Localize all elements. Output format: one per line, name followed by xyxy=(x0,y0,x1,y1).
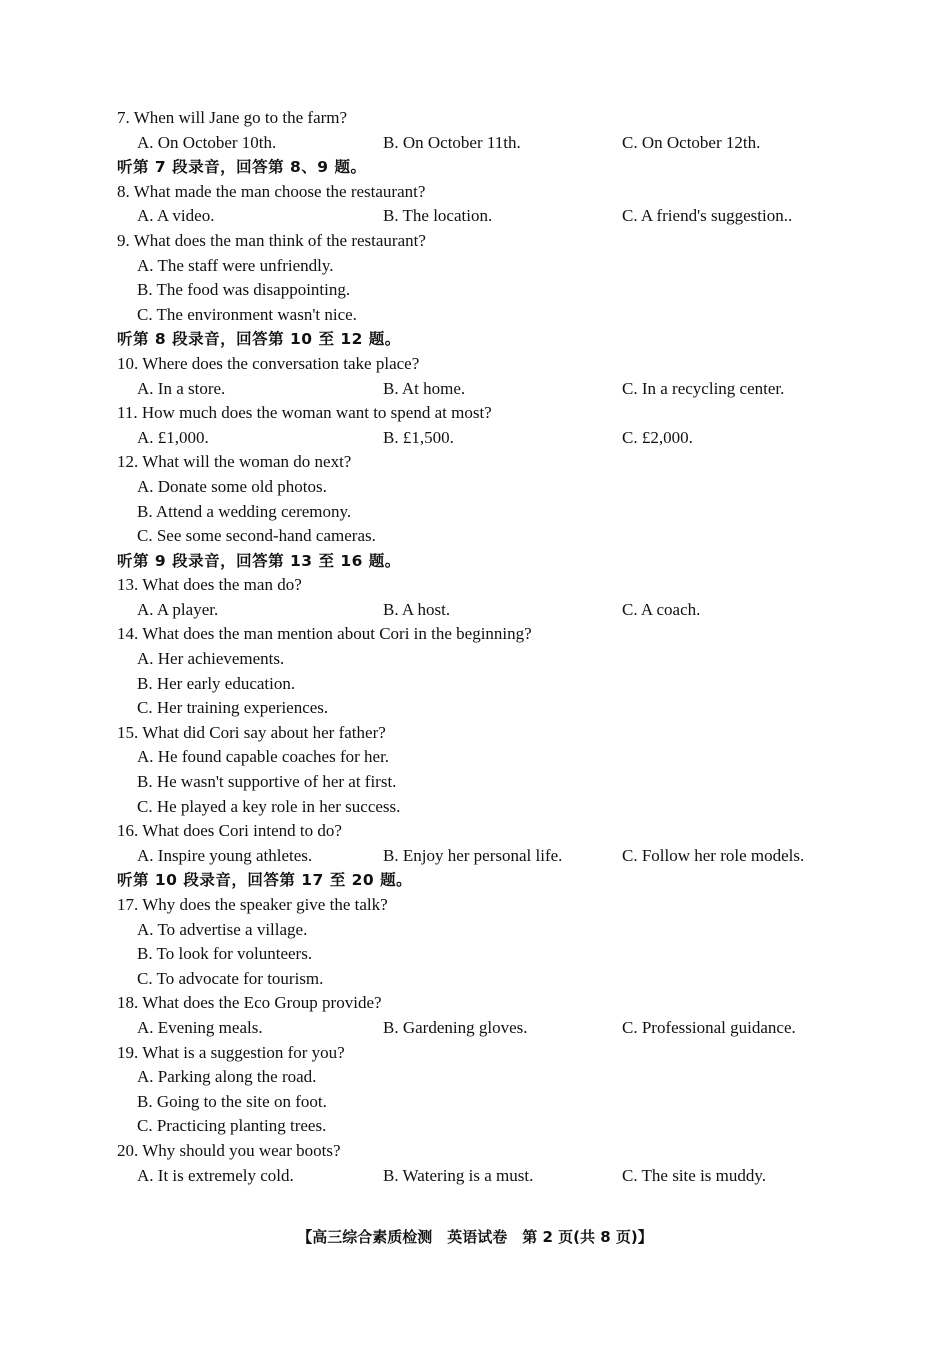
option-10b: B. At home. xyxy=(383,378,466,398)
question-13: 13. What does the man do? xyxy=(117,575,302,595)
option-13b: B. A host. xyxy=(383,599,451,619)
option-7b: B. On October 11th. xyxy=(383,132,521,152)
option-11c: C. £2,000. xyxy=(622,427,693,447)
option-17c: C. To advocate for tourism. xyxy=(137,968,324,988)
options-10 xyxy=(117,377,877,402)
options-16 xyxy=(117,844,877,869)
option-11b: B. £1,500. xyxy=(383,427,454,447)
section-heading-8: 听第 8 段录音，回答第 10 至 12 题。 xyxy=(117,330,401,349)
option-13a: A. A player. xyxy=(137,599,219,619)
question-18: 18. What does the Eco Group provide? xyxy=(117,993,382,1013)
option-12b: B. Attend a wedding ceremony. xyxy=(137,501,352,521)
question-9: 9. What does the man think of the restaurant? xyxy=(117,230,426,250)
section-heading-10: 听第 10 段录音，回答第 17 至 20 题。 xyxy=(117,871,413,890)
question-15: 15. What did Cori say about her father? xyxy=(117,722,386,742)
option-19b: B. Going to the site on foot. xyxy=(137,1091,327,1111)
option-15a: A. He found capable coaches for her. xyxy=(137,747,390,767)
section-heading-9: 听第 9 段录音，回答第 13 至 16 题。 xyxy=(117,551,401,570)
options-20 xyxy=(117,1164,877,1189)
option-15b: B. He wasn't supportive of her at first. xyxy=(137,772,397,792)
option-12a: A. Donate some old photos. xyxy=(137,476,327,496)
option-14b: B. Her early education. xyxy=(137,673,296,693)
options-18 xyxy=(117,1016,877,1041)
option-8c: C. A friend's suggestion.. xyxy=(622,206,793,226)
question-19: 19. What is a suggestion for you? xyxy=(117,1042,345,1062)
options-8 xyxy=(117,204,877,229)
question-14: 14. What does the man mention about Cori in the beginning? xyxy=(117,624,532,644)
option-14c: C. Her training experiences. xyxy=(137,698,329,718)
question-7: 7. When will Jane go to the farm? xyxy=(117,108,348,127)
option-19a: A. Parking along the road. xyxy=(137,1067,317,1087)
question-20: 20. Why should you wear boots? xyxy=(117,1140,341,1160)
option-14a: A. Her achievements. xyxy=(137,649,285,669)
question-17: 17. Why does the speaker give the talk? xyxy=(117,895,388,914)
question-11: 11. How much does the woman want to spend at most? xyxy=(117,403,492,423)
question-12: 12. What will the woman do next? xyxy=(117,452,352,472)
question-10: 10. Where does the conversation take place? xyxy=(117,353,420,373)
options-7 xyxy=(117,131,877,156)
option-9c: C. The environment wasn't nice. xyxy=(137,304,357,324)
option-13c: C. A coach. xyxy=(622,599,701,619)
options-11 xyxy=(117,426,877,451)
option-16a: A. Inspire young athletes. xyxy=(137,845,313,865)
option-19c: C. Practicing planting trees. xyxy=(137,1116,327,1136)
option-11a: A. £1,000. xyxy=(137,427,209,447)
section-heading-7: 听第 7 段录音，回答第 8、9 题。 xyxy=(117,158,367,177)
option-20b: B. Watering is a must. xyxy=(383,1165,534,1185)
page-footer: 【高三综合素质检测 英语试卷 第 2 页(共 8 页)】 xyxy=(297,1228,653,1246)
option-18c: C. Professional guidance. xyxy=(622,1017,796,1037)
option-8a: A. A video. xyxy=(137,206,215,226)
question-list xyxy=(117,106,877,1188)
options-13 xyxy=(117,598,877,623)
option-9a: A. The staff were unfriendly. xyxy=(137,255,334,275)
option-8b: B. The location. xyxy=(383,206,493,226)
option-9b: B. The food was disappointing. xyxy=(137,280,351,300)
option-7a: A. On October 10th. xyxy=(137,132,277,152)
question-16: 16. What does Cori intend to do? xyxy=(117,821,342,841)
option-15c: C. He played a key role in her success. xyxy=(137,796,401,816)
option-17b: B. To look for volunteers. xyxy=(137,944,313,964)
question-8: 8. What made the man choose the restaurant? xyxy=(117,181,426,201)
option-20c: C. The site is muddy. xyxy=(622,1165,767,1185)
option-20a: A. It is extremely cold. xyxy=(137,1165,294,1185)
option-18a: A. Evening meals. xyxy=(137,1017,263,1037)
option-12c: C. See some second-hand cameras. xyxy=(137,526,376,546)
option-18b: B. Gardening gloves. xyxy=(383,1017,528,1037)
option-17a: A. To advertise a village. xyxy=(137,919,308,939)
option-10c: C. In a recycling center. xyxy=(622,378,785,398)
option-10a: A. In a store. xyxy=(137,378,226,398)
option-16b: B. Enjoy her personal life. xyxy=(383,845,563,865)
option-16c: C. Follow her role models. xyxy=(622,845,805,865)
option-7c: C. On October 12th. xyxy=(622,132,761,152)
